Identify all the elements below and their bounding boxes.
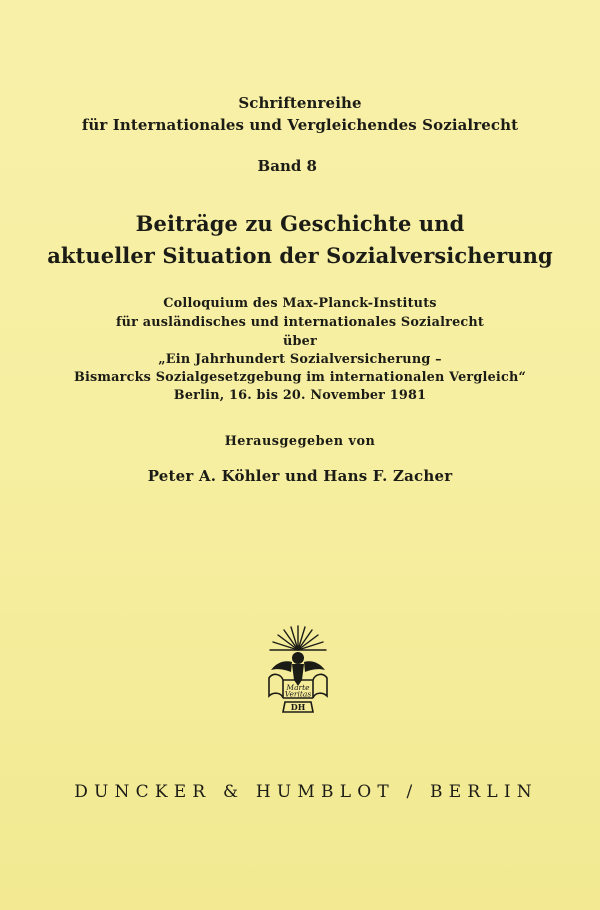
emblem-motto-line-1: Marte [286,683,310,692]
emblem-motto-line-2: Veritas [284,689,312,699]
subtitle-line-4: „Ein Jahrhundert Sozialversicherung – [158,352,442,367]
subtitle-line-2: für ausländisches und internationales Sozialrecht [115,315,485,330]
emblem-monogram: DH [290,702,306,712]
series-title-line-1: Schriftenreihe [238,94,362,112]
subtitle-line-6: Berlin, 16. bis 20. November 1981 [173,388,427,403]
editors-names: Peter A. Köhler und Hans F. Zacher [147,467,453,485]
subtitle-line-3: über [283,334,317,349]
publisher-emblem-icon [255,620,341,720]
book-title-line-1: Beiträge zu Geschichte und [135,211,465,236]
volume-number: Band 8 [257,157,317,175]
series-title-line-2: für Internationales und Vergleichendes Sozialrecht [81,116,519,134]
subtitle-line-1: Colloquium des Max-Planck-Instituts [163,296,437,311]
book-title-line-2: aktueller Situation der Sozialversicherung [47,243,553,268]
edited-by-label: Herausgegeben von [224,434,376,449]
subtitle-line-5: Bismarcks Sozialgesetzgebung im internationalen Vergleich“ [73,370,527,385]
publisher-name: DUNCKER & HUMBLOT / BERLIN [74,782,538,802]
